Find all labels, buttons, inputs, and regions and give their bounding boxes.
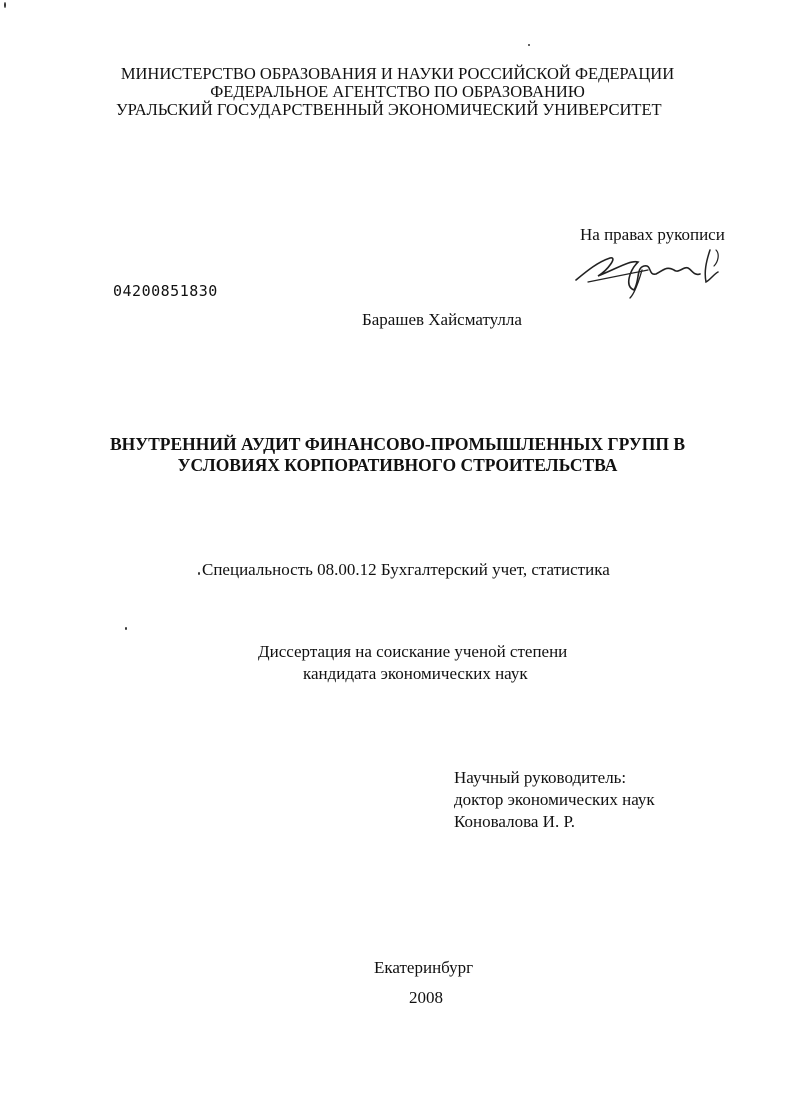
city: Екатеринбург [374,958,474,977]
supervisor-degree: доктор экономических наук [454,790,655,809]
author-name: Барашев Хайсматулла [362,310,522,329]
degree-line-2: кандидата экономических наук [303,664,528,683]
year: 2008 [409,988,443,1007]
title-line-2: УСЛОВИЯХ КОРПОРАТИВНОГО СТРОИТЕЛЬСТВА [177,455,618,475]
supervisor-name: Коновалова И. Р. [454,812,576,831]
agency-line: ФЕДЕРАЛЬНОЕ АГЕНТСТВО ПО ОБРАЗОВАНИЮ [210,82,585,101]
signature-image [568,240,728,300]
scan-speck [125,627,127,630]
scan-speck [4,2,6,8]
manuscript-note: На правах рукописи [580,225,725,244]
registry-code: 04200851830 [113,282,218,300]
specialty-line: Специальность 08.00.12 Бухгалтерский учет, статистика [202,560,610,579]
ministry-line: МИНИСТЕРСТВО ОБРАЗОВАНИЯ И НАУКИ РОССИЙСКОЙ ФЕДЕРАЦИИ [120,64,675,83]
university-line: УРАЛЬСКИЙ ГОСУДАРСТВЕННЫЙ ЭКОНОМИЧЕСКИЙ УНИВЕРСИТЕТ [116,100,662,119]
scan-speck [198,572,200,575]
title-line-1: ВНУТРЕННИЙ АУДИТ ФИНАНСОВО-ПРОМЫШЛЕННЫХ ГРУПП В [109,434,686,454]
degree-line-1: Диссертация на соискание ученой степени [258,642,568,661]
scan-speck [528,44,530,46]
supervisor-label: Научный руководитель: [454,768,627,787]
